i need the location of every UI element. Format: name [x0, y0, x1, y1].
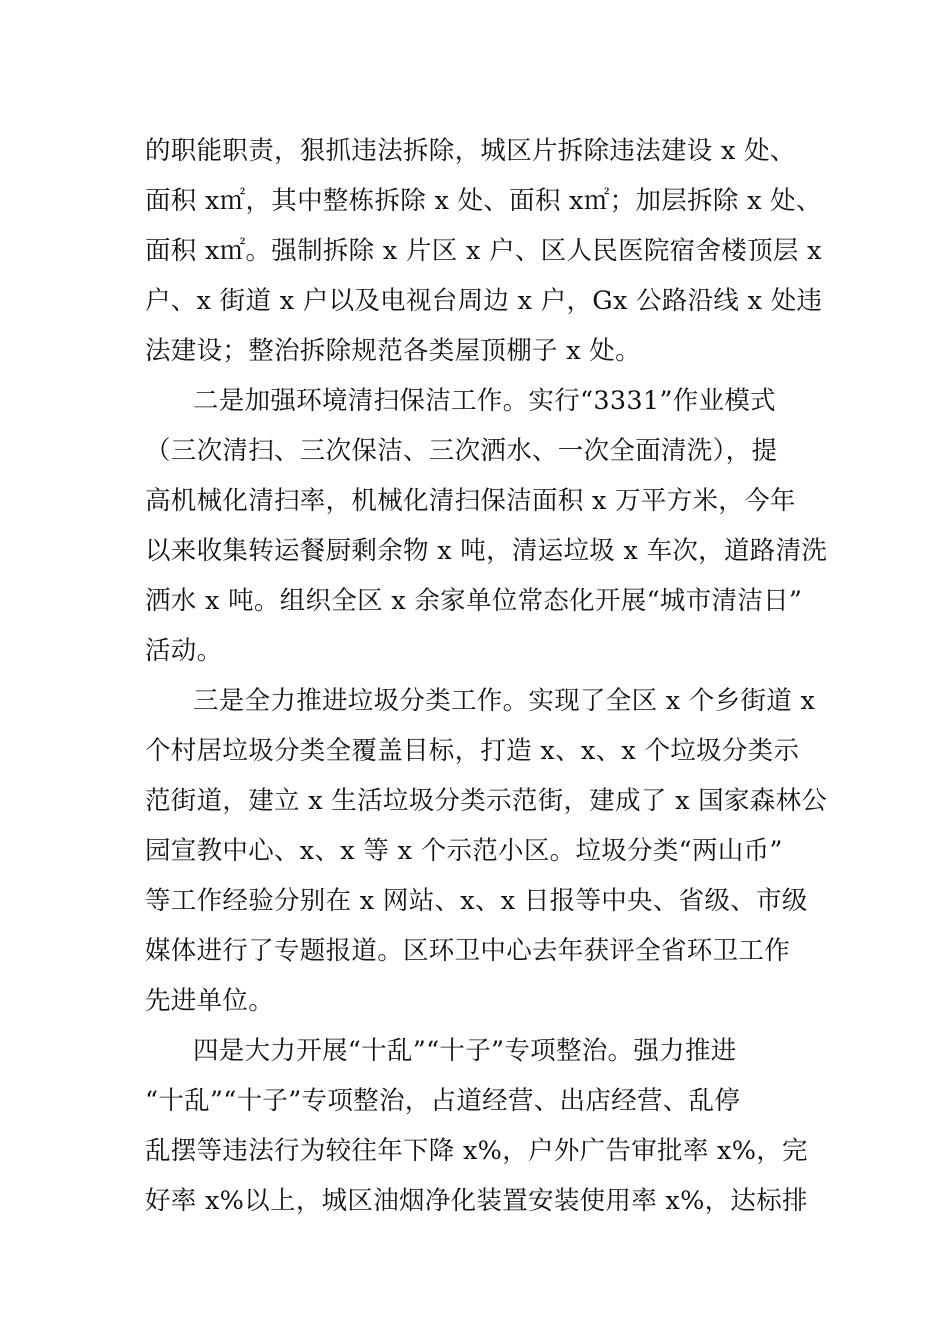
paragraph-start-line: 二是加强环境清扫保洁工作。实行“3331”作业模式 — [193, 386, 776, 416]
text-line: 活动。 — [145, 636, 223, 666]
text-line: 面积 x㎡。强制拆除 x 片区 x 户、区人民医院宿舍楼顶层 x — [145, 236, 822, 266]
text-line: 媒体进行了专题报道。区环卫中心去年获评全省环卫工作 — [145, 936, 791, 966]
text-line: 范街道，建立 x 生活垃圾分类示范街，建成了 x 国家森林公 — [145, 786, 828, 816]
text-line: 先进单位。 — [145, 986, 275, 1016]
text-line: 等工作经验分别在 x 网站、x、x 日报等中央、省级、市级 — [145, 886, 808, 916]
text-line: 户、x 街道 x 户以及电视台周边 x 户，Gx 公路沿线 x 处违 — [145, 286, 823, 316]
text-line: 高机械化清扫率，机械化清扫保洁面积 x 万平方米，今年 — [145, 486, 796, 516]
text-line: 乱摆等违法行为较往年下降 x%，户外广告审批率 x%，完 — [145, 1136, 808, 1166]
text-line: 面积 x㎡，其中整栋拆除 x 处、面积 x㎡；加层拆除 x 处、 — [145, 186, 822, 216]
text-line: 个村居垃圾分类全覆盖目标，打造 x、x、x 个垃圾分类示 — [145, 736, 800, 766]
text-line: 好率 x%以上，城区油烟净化装置安装使用率 x%，达标排 — [145, 1186, 808, 1216]
text-line: 法建设；整治拆除规范各类屋顶棚子 x 处。 — [145, 336, 641, 366]
paragraph-start-line: 三是全力推进垃圾分类工作。实现了全区 x 个乡街道 x — [193, 686, 816, 716]
text-line: 园宣教中心、x、x 等 x 个示范小区。垃圾分类“两山币” — [145, 836, 783, 866]
text-line: 洒水 x 吨。组织全区 x 余家单位常态化开展“城市清洁日” — [145, 586, 803, 616]
text-line: 的职能职责，狠抓违法拆除，城区片拆除违法建设 x 处、 — [145, 136, 796, 166]
text-line: （三次清扫、三次保洁、三次洒水、一次全面清洗），提 — [145, 436, 778, 466]
text-line: “十乱”“十子”专项整治，占道经营、出店经营、乱停 — [145, 1086, 741, 1116]
paragraph-start-line: 四是大力开展“十乱”“十子”专项整治。强力推进 — [193, 1036, 737, 1066]
text-line: 以来收集转运餐厨剩余物 x 吨，清运垃圾 x 车次，道路清洗 — [145, 536, 828, 566]
